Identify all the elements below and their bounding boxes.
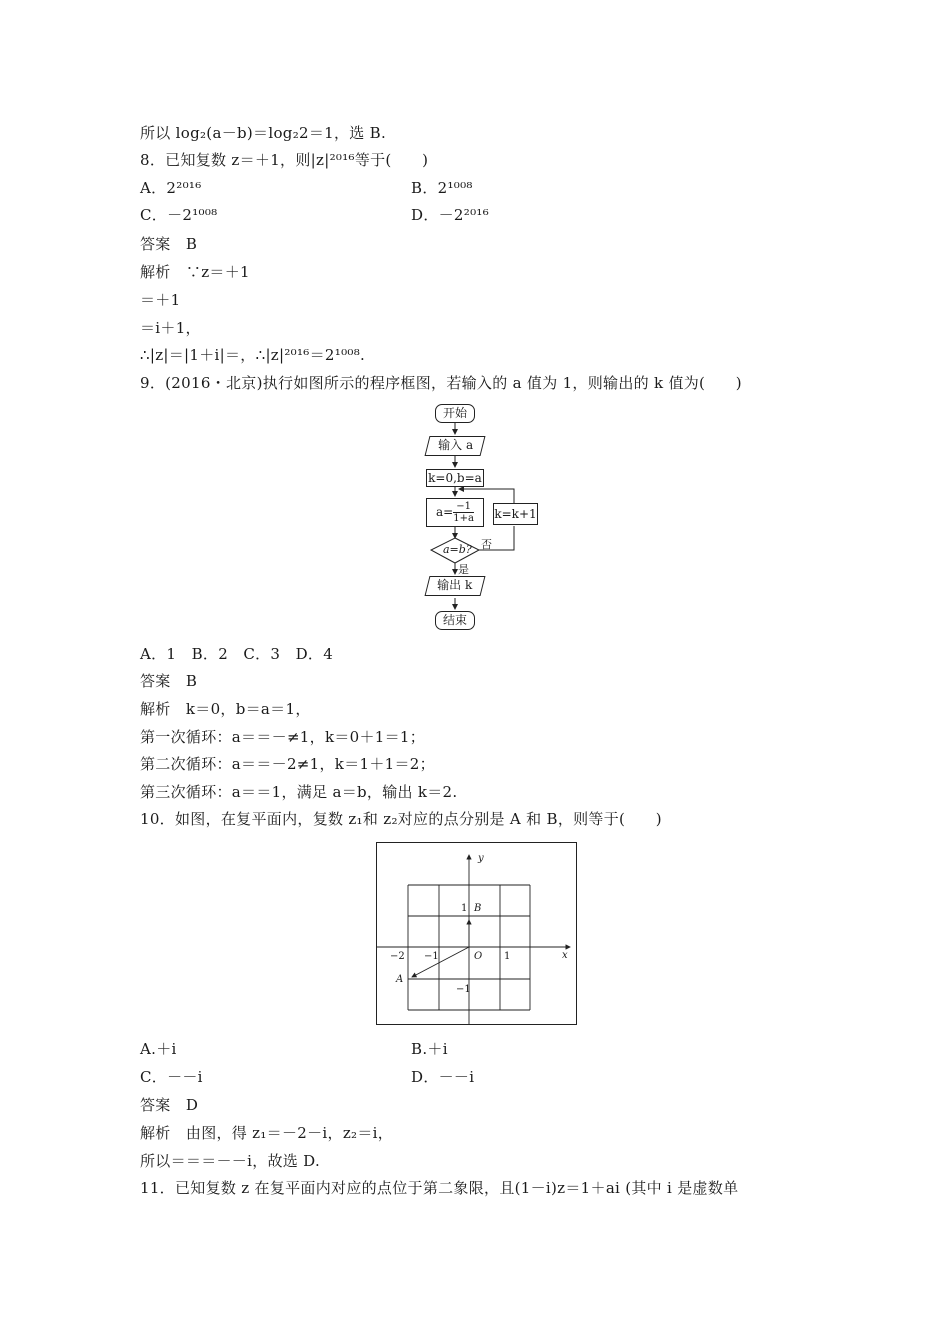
text-line: ∴|z|＝|1＋i|＝，∴|z|²⁰¹⁶＝2¹⁰⁰⁸. — [140, 346, 366, 364]
q9-analysis: 解析 k＝0，b＝a＝1， — [140, 700, 311, 718]
question-8: 8．已知复数 z＝＋1，则|z|²⁰¹⁶等于( ) — [140, 151, 429, 169]
q10-analysis: 解析 由图，得 z₁＝－2－i，z₂＝i， — [140, 1124, 394, 1142]
text-line: 所以＝＝＝－－i，故选 D. — [140, 1152, 321, 1170]
flowchart-start: 开始 — [435, 404, 475, 423]
y-axis-label: y — [478, 853, 484, 864]
q10-answer: 答案 D — [140, 1096, 199, 1114]
q8-analysis: 解析 ∵z＝＋1 — [140, 263, 250, 281]
x-tick-label: −1 — [424, 951, 439, 962]
y-tick-label: 1 — [461, 903, 468, 914]
question-11: 11．已知复数 z 在复平面内对应的点位于第二象限，且(1－i)z＝1＋ai (其中 i 是虚数单 — [140, 1179, 739, 1197]
y-tick-label: −1 — [456, 984, 471, 995]
q9-answer: 答案 B — [140, 672, 198, 690]
q8-answer: 答案 B — [140, 235, 198, 253]
text-line: 第二次循环：a＝＝－2≠1，k＝1＋1＝2； — [140, 755, 435, 773]
q8-option-b: B．2¹⁰⁰⁸ — [411, 179, 473, 197]
origin-label: O — [474, 951, 483, 962]
flowchart-no-label: 否 — [481, 538, 492, 551]
q8-option-c: C．－2¹⁰⁰⁸ — [140, 206, 218, 224]
flowchart-yes-label: 是 — [458, 563, 469, 576]
text-line: ＝i＋1， — [140, 319, 201, 337]
q10-option-b: B.＋i — [411, 1040, 448, 1058]
flowchart-increment: k=k+1 — [493, 503, 538, 525]
q10-option-c: C．－－i — [140, 1068, 203, 1086]
flowchart-condition: a=b? — [443, 543, 472, 556]
question-9: 9．(2016・北京)执行如图所示的程序框图，若输入的 a 值为 1，则输出的 k 值为( ) — [140, 374, 742, 392]
x-axis-label: x — [562, 950, 568, 961]
x-tick-label: −2 — [390, 951, 405, 962]
text-line: 第三次循环：a＝＝1，满足 a＝b，输出 k＝2. — [140, 783, 458, 801]
q9-options: A．1 B．2 C．3 D．4 — [140, 645, 334, 663]
q10-option-a: A.＋i — [140, 1040, 177, 1058]
flowchart-input: 输入 a — [425, 436, 486, 456]
flowchart-end: 结束 — [435, 611, 475, 630]
q10-option-d: D．－－i — [411, 1068, 475, 1086]
text-line: 所以 log₂(a－b)＝log₂2＝1，选 B. — [140, 124, 387, 142]
point-a-label: A — [396, 974, 404, 985]
flowchart-output: 输出 k — [425, 576, 486, 596]
complex-plane-figure — [376, 842, 577, 1025]
flowchart-init: k=0,b=a — [426, 469, 484, 487]
flowchart-assign: a= $\frac{-1}{1+a}$ — [426, 498, 484, 527]
flowchart — [419, 400, 539, 632]
text-line: 第一次循环：a＝＝－≠1，k＝0＋1＝1； — [140, 728, 426, 746]
complex-plane-grid — [377, 843, 576, 1024]
q8-option-d: D．－2²⁰¹⁶ — [411, 206, 490, 224]
x-tick-label: 1 — [504, 951, 511, 962]
text-line: ＝＋1 — [140, 291, 181, 309]
question-10: 10．如图，在复平面内，复数 z₁和 z₂对应的点分别是 A 和 B，则等于( ) — [140, 810, 662, 828]
q8-option-a: A．2²⁰¹⁶ — [140, 179, 202, 197]
point-b-label: B — [474, 903, 482, 914]
